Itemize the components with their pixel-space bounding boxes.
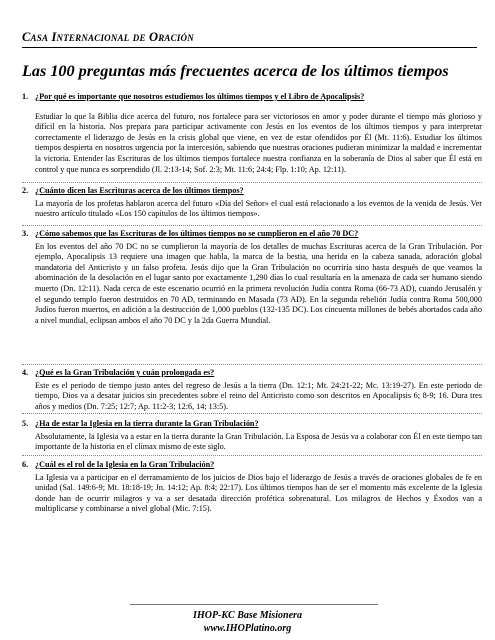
answer-text: Absolutamente, la Iglesia va a estar en la tierra durante la Gran Tribulación. La Esposa de Jesús va a colaborar con Él en este tiempo tan importante de la historia en el clímax mismo de este siglo. bbox=[35, 431, 482, 452]
question-number: 2. bbox=[22, 186, 29, 195]
section-divider bbox=[22, 413, 482, 414]
question-number: 6. bbox=[22, 460, 29, 469]
question-heading bbox=[22, 419, 482, 430]
answer-text: Este es el periodo de tiempo justo antes del regreso de Jesús a la tierra (Dn. 12:1; Mt. 24:21-22; Mc. 13:19-27). En este periodo de tiempo, Dios va a desatar juicios sin precedentes sobre el reino del Anticristo como son descritos en Apocalipsis 6; 8-9; 16. Dura tres años y medios (Dn. 7:25; 12:7; Ap. 11:2-3; 12:6, 14; 13:5). bbox=[35, 380, 482, 411]
answer-text: Estudiar lo que la Biblia dice acerca del futuro, nos fortalece para ser victoriosos en amor y poder durante el tiempo más glorioso y difícil en la historia. Nos prepara para participar activamente con Jesús en los eventos de los últimos tiempos y para interpretar correctamente el liderazgo de Jesús en la crisis global que viene, en vez de estar ofendidos por Él (Mt. 11:6). Estudiar los últimos tiempos despierta en nosotros urgencia por la intercesión, sabiendo que nuestras oraciones pudieran minimizar la maldad e incrementar la victoria. Entender las Escrituras de los últimos tiempos fortalece nuestra confianza en la soberanía de Dios al saber que Él está en control y que nunca es sorprendido (Jl. 2:13-14; Sof. 2:3; Mt. 11:6; 24:4; Flp. 1:10; Ap. 12:11). bbox=[35, 111, 482, 174]
question-item bbox=[22, 229, 482, 326]
footer-rule bbox=[130, 604, 378, 605]
question-text: ¿Cuál es el rol de la Iglesia en la Gran Tribulación? bbox=[35, 460, 215, 469]
question-number: 4. bbox=[22, 368, 29, 377]
question-number: 5. bbox=[22, 419, 29, 428]
question-number: 3. bbox=[22, 229, 29, 238]
question-heading bbox=[22, 92, 482, 103]
question-text: ¿Por qué es importante que nosotros estudiemos los últimos tiempos y el Libro de Apocalipsis? bbox=[35, 92, 365, 101]
answer-text: La mayoría de los profetas hablaron acerca del futuro «Día del Señor» el cual está relacionado a los eventos de la venida de Jesús. Ver nuestro artículo titulado «Los 150 capítulos de los últimos tiempos». bbox=[35, 198, 482, 219]
section-divider bbox=[22, 364, 482, 365]
footer-org: IHOP-KC Base Misionera bbox=[193, 610, 302, 621]
section-divider bbox=[22, 225, 482, 226]
section-divider bbox=[22, 182, 482, 183]
question-item bbox=[22, 92, 482, 175]
section-divider bbox=[22, 455, 482, 456]
answer-text: La Iglesia va a participar en el derramamiento de los juicios de Dios bajo el liderazgo de Jesús a través de oraciones globales de fe en unidad (Sal. 149:6-9; Mt. 18:18-19; Jn. 14:12; Ap. 8:4; 22:17). Los últimos tiempos han de ser el momento más excelente de la Iglesia donde han de ocurrir milagros y va a ser desatada dirección profética sobrenatural. Los milagros de Hechos y Éxodos van a multiplicarse y combinarse a nivel global (Mic. 7:15). bbox=[35, 472, 482, 514]
question-item bbox=[22, 419, 482, 453]
question-item bbox=[22, 186, 482, 220]
question-heading bbox=[22, 460, 482, 471]
question-text: ¿Cuánto dicen las Escrituras acerca de los últimos tiempos? bbox=[35, 186, 244, 195]
org-header bbox=[22, 30, 477, 48]
question-heading bbox=[22, 186, 482, 197]
question-number: 1. bbox=[22, 92, 29, 101]
header-rule bbox=[22, 47, 477, 48]
answer-text: En los eventos del año 70 DC no se cumplieron la mayoría de los detalles de muchas Escrituras acerca de la Gran Tribulación. Por ejemplo, Apocalipsis 13 requiere una imagen que habla, la marca de la bestia, una herida en la cabeza sanada, adoración global mandatoria del Anticristo y un falso profeta. Jesús dijo que la Gran Tribulación no ocurriría sino hasta después de que veamos la abominación de la desolación en el lugar santo por exactamente 1,290 días lo cual resultaría en la amenaza de cada ser humano siendo muerto (Dn. 12:11). Nada cerca de este escenario ocurrió en la primera revolución Judía contra Roma (66-73 AD), cuando Jerusalén y el segundo templo fueron destruidos en 70 AD, terminando en Masada (73 AD). En la segunda rebelión Judía contra Roma 500,000 Judíos fueron muertos, en adición a la destrucción de 1,000 pueblos (132-135 DC). Los cincuenta millones de bebés abortados cada año a nivel mundial, eclipsan ambos el año 70 DC y la 2da Guerra Mundial. bbox=[35, 241, 482, 325]
question-text: ¿Ha de estar la Iglesia en la tierra durante la Gran Tribulación? bbox=[35, 419, 259, 428]
footer-url[interactable]: www.IHOPlatino.org bbox=[203, 623, 292, 634]
question-heading bbox=[22, 368, 482, 379]
org-name: Casa Internacional de Oración bbox=[22, 30, 194, 44]
question-item bbox=[22, 368, 482, 412]
question-text: ¿Cómo sabemos que las Escrituras de los últimos tiempos no se cumplieron en el año 70 DC? bbox=[35, 229, 359, 238]
question-text: ¿Qué es la Gran Tribulación y cuán prolongada es? bbox=[35, 368, 215, 377]
document-title: Las 100 preguntas más frecuentes acerca de los últimos tiempos bbox=[22, 62, 449, 80]
question-heading bbox=[22, 229, 482, 240]
question-item bbox=[22, 460, 482, 515]
